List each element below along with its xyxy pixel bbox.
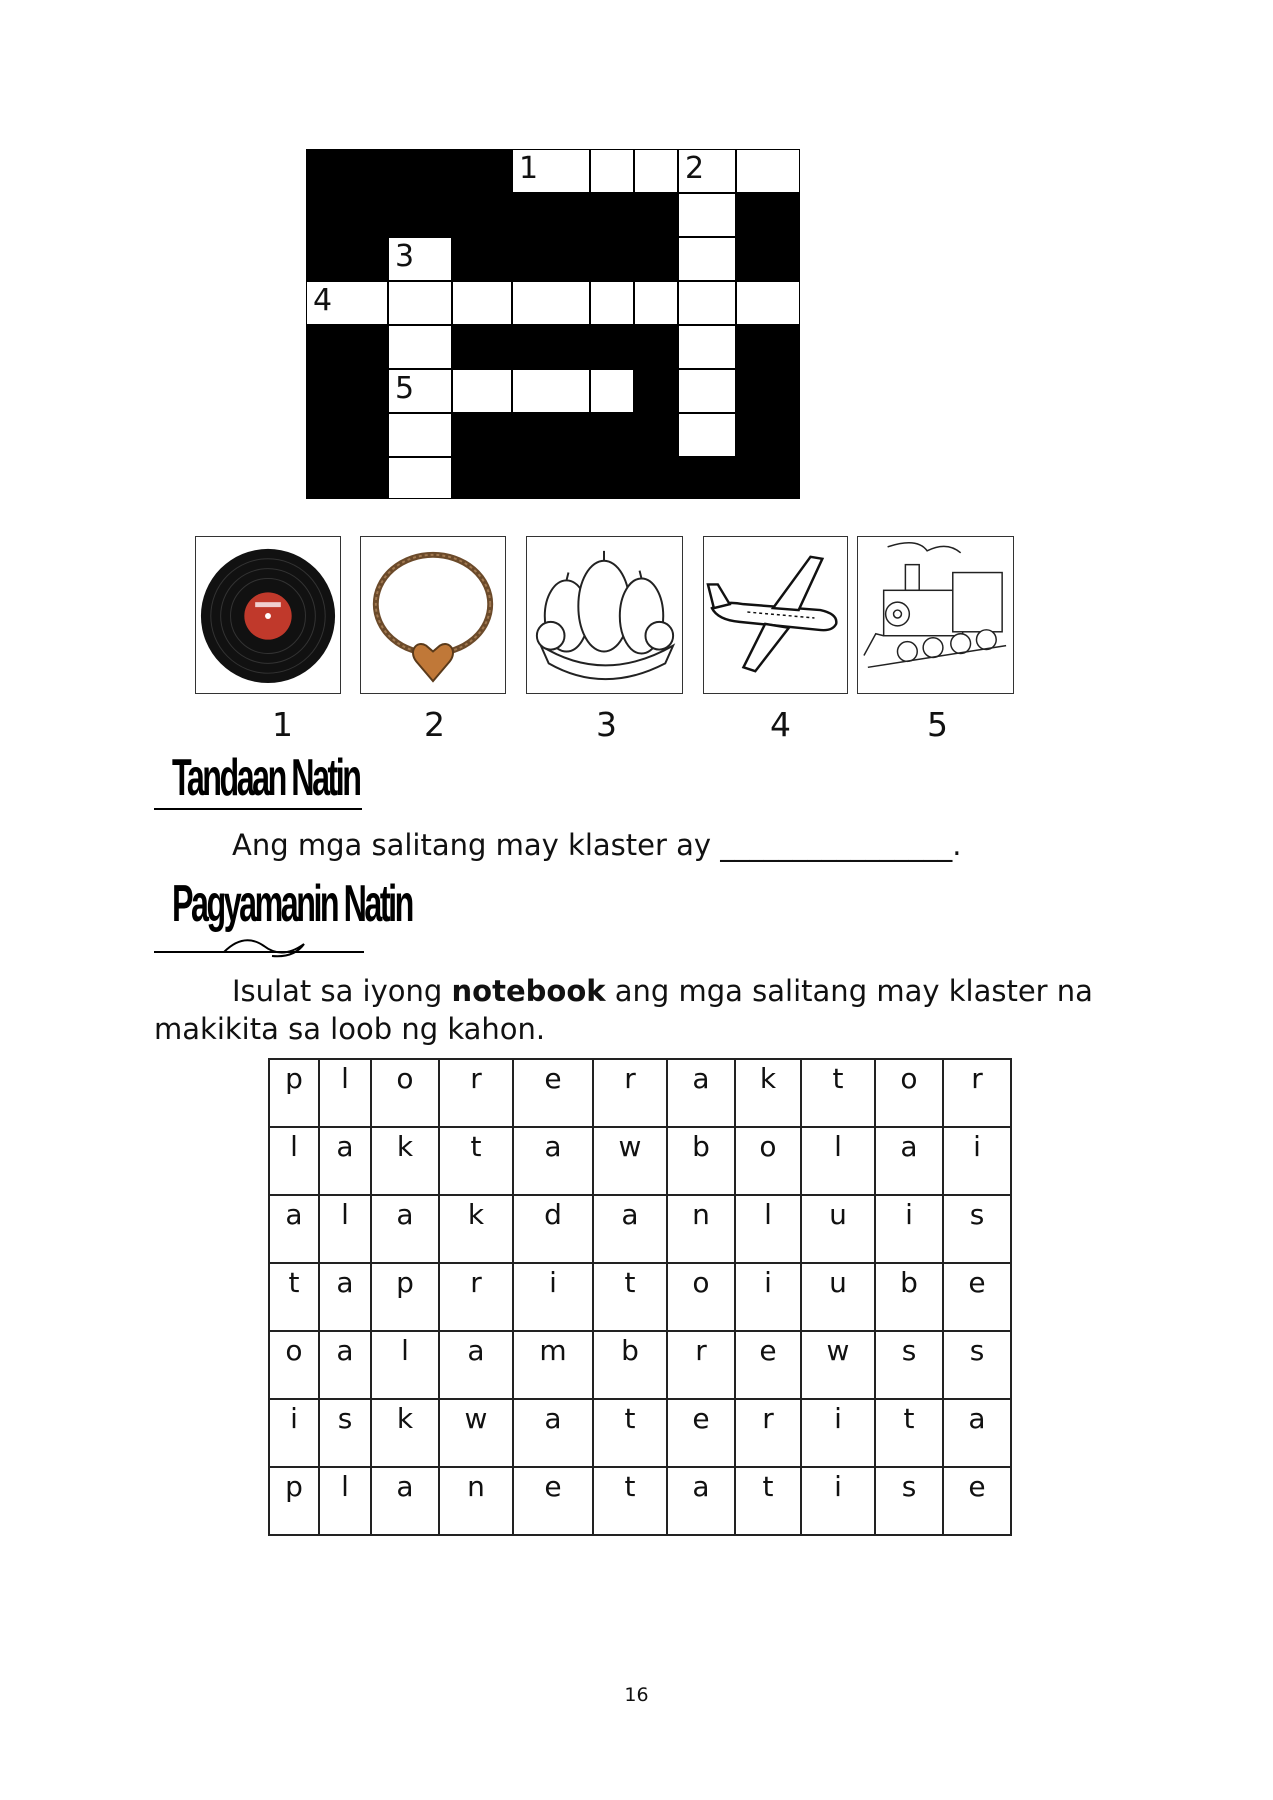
word-search-cell[interactable]: a	[943, 1399, 1011, 1467]
crossword-cell[interactable]	[307, 282, 387, 324]
word-search-cell[interactable]: d	[513, 1195, 593, 1263]
crossword-cell[interactable]	[513, 150, 589, 192]
page-number: 16	[624, 1684, 649, 1706]
instruction-bold: notebook	[451, 974, 606, 1008]
train-icon	[858, 537, 1013, 693]
crossword-cell[interactable]	[389, 238, 451, 280]
word-search-cell[interactable]: l	[319, 1195, 371, 1263]
word-search-cell[interactable]: l	[371, 1331, 439, 1399]
word-search-cell[interactable]: a	[371, 1195, 439, 1263]
word-search-cell[interactable]: p	[269, 1059, 319, 1127]
word-search-cell[interactable]: e	[943, 1263, 1011, 1331]
word-search-cell[interactable]: n	[667, 1195, 735, 1263]
crossword-cell[interactable]	[591, 150, 633, 192]
word-search-cell[interactable]: n	[439, 1467, 513, 1535]
crossword-cell[interactable]	[679, 194, 735, 236]
word-search-cell[interactable]: l	[319, 1467, 371, 1535]
vinyl-record-icon	[196, 537, 340, 693]
word-search-cell[interactable]: p	[269, 1467, 319, 1535]
crossword-cell[interactable]	[513, 370, 589, 412]
word-search-cell[interactable]: l	[269, 1127, 319, 1195]
word-search-row	[269, 1059, 1011, 1127]
word-search-cell[interactable]: i	[801, 1467, 875, 1535]
word-search-cell[interactable]: a	[875, 1127, 943, 1195]
word-search-cell[interactable]: s	[943, 1195, 1011, 1263]
word-search-cell[interactable]: t	[875, 1399, 943, 1467]
word-search-cell[interactable]: i	[269, 1399, 319, 1467]
word-search-cell[interactable]: b	[667, 1127, 735, 1195]
clue-number-3: 3	[596, 705, 617, 744]
word-search-cell[interactable]: k	[735, 1059, 801, 1127]
crossword-clue-number: 5	[395, 371, 415, 406]
word-search-row	[269, 1331, 1011, 1399]
word-search-cell[interactable]: s	[319, 1399, 371, 1467]
word-search-cell[interactable]: a	[319, 1127, 371, 1195]
word-search-cell[interactable]: r	[593, 1059, 667, 1127]
clue-image-record	[195, 536, 341, 694]
crossword-cell[interactable]	[679, 150, 735, 192]
word-search-cell[interactable]: i	[513, 1263, 593, 1331]
crossword-cell[interactable]	[389, 282, 451, 324]
instruction-pre: Isulat sa iyong	[232, 974, 452, 1008]
word-search-cell[interactable]: u	[801, 1195, 875, 1263]
word-search-cell[interactable]: t	[801, 1059, 875, 1127]
word-search-cell[interactable]: r	[439, 1263, 513, 1331]
word-search-cell[interactable]: a	[439, 1331, 513, 1399]
word-search-row	[269, 1467, 1011, 1535]
word-search-cell[interactable]: w	[439, 1399, 513, 1467]
word-search-cell[interactable]: o	[667, 1263, 735, 1331]
word-search-cell[interactable]: b	[875, 1263, 943, 1331]
word-search-cell[interactable]: e	[513, 1059, 593, 1127]
crossword-cell[interactable]	[679, 238, 735, 280]
word-search-cell[interactable]: a	[667, 1059, 735, 1127]
word-search-cell[interactable]: a	[319, 1331, 371, 1399]
word-search-cell[interactable]: o	[875, 1059, 943, 1127]
clue-image-airplane	[703, 536, 848, 694]
heart-necklace-icon	[361, 537, 505, 693]
pagyamanin-swirl	[154, 928, 364, 968]
word-search-cell[interactable]: e	[735, 1331, 801, 1399]
crossword-clue-number: 2	[685, 151, 705, 186]
word-search-cell[interactable]: a	[667, 1467, 735, 1535]
word-search-cell[interactable]: e	[513, 1467, 593, 1535]
word-search-cell[interactable]: r	[943, 1059, 1011, 1127]
crossword-cell[interactable]	[679, 370, 735, 412]
word-search-cell[interactable]: r	[667, 1331, 735, 1399]
word-search-cell[interactable]: t	[735, 1467, 801, 1535]
word-search-cell[interactable]: i	[875, 1195, 943, 1263]
word-search-cell[interactable]: k	[439, 1195, 513, 1263]
word-search-cell[interactable]: t	[269, 1263, 319, 1331]
crossword-grid	[306, 149, 800, 499]
word-search-cell[interactable]: a	[513, 1399, 593, 1467]
tandaan-text: Ang mga salitang may klaster ay	[232, 828, 721, 862]
word-search-cell[interactable]: i	[801, 1399, 875, 1467]
fruit-basket-icon	[527, 537, 682, 693]
word-search-cell[interactable]: w	[593, 1127, 667, 1195]
crossword-cell[interactable]	[453, 282, 511, 324]
pagyamanin-instruction-line1	[232, 974, 1093, 1009]
tandaan-statement	[232, 828, 962, 863]
airplane-icon	[704, 537, 847, 693]
word-search-row	[269, 1399, 1011, 1467]
word-search-cell[interactable]: b	[593, 1331, 667, 1399]
crossword-cell[interactable]	[679, 414, 735, 456]
word-search-cell[interactable]: i	[735, 1263, 801, 1331]
crossword-clue-number: 3	[395, 239, 415, 274]
word-search-cell[interactable]: m	[513, 1331, 593, 1399]
crossword-cell[interactable]	[635, 282, 677, 324]
pagyamanin-natin-title: Pagyamanin Natin	[172, 875, 412, 933]
word-search-cell[interactable]: r	[439, 1059, 513, 1127]
crossword-cell[interactable]	[513, 282, 589, 324]
word-search-cell[interactable]: i	[943, 1127, 1011, 1195]
crossword-cell[interactable]	[389, 458, 451, 498]
word-search-cell[interactable]: l	[801, 1127, 875, 1195]
clue-number-2: 2	[424, 705, 445, 744]
tandaan-natin-title: Tandaan Natin	[172, 749, 360, 807]
word-search-cell[interactable]: a	[593, 1195, 667, 1263]
clue-number-1: 1	[272, 705, 293, 744]
crossword-cell[interactable]	[389, 414, 451, 456]
word-search-row	[269, 1195, 1011, 1263]
crossword-cell[interactable]	[635, 150, 677, 192]
crossword-cell[interactable]	[591, 370, 633, 412]
word-search-cell[interactable]: a	[319, 1263, 371, 1331]
crossword-cell[interactable]	[389, 370, 451, 412]
word-search-row	[269, 1127, 1011, 1195]
crossword-cell[interactable]	[679, 282, 735, 324]
crossword-cell[interactable]	[591, 282, 633, 324]
word-search-cell[interactable]: e	[667, 1399, 735, 1467]
word-search-cell[interactable]: k	[371, 1399, 439, 1467]
crossword-clue-number: 4	[313, 283, 333, 318]
clue-image-necklace	[360, 536, 506, 694]
word-search-cell[interactable]: s	[943, 1331, 1011, 1399]
word-search-cell[interactable]: r	[735, 1399, 801, 1467]
word-search-cell[interactable]: o	[371, 1059, 439, 1127]
word-search-cell[interactable]: a	[371, 1467, 439, 1535]
crossword-cell[interactable]	[389, 326, 451, 368]
crossword-cell[interactable]	[679, 326, 735, 368]
word-search-cell[interactable]: w	[801, 1331, 875, 1399]
clue-image-fruits	[526, 536, 683, 694]
word-search-cell[interactable]: t	[593, 1467, 667, 1535]
crossword-cell[interactable]	[737, 282, 799, 324]
word-search-cell[interactable]: l	[319, 1059, 371, 1127]
word-search-grid	[268, 1058, 1012, 1536]
pagyamanin-instruction-line2: makikita sa loob ng kahon.	[154, 1012, 546, 1046]
word-search-cell[interactable]: t	[439, 1127, 513, 1195]
word-search-cell[interactable]: k	[371, 1127, 439, 1195]
word-search-cell[interactable]: p	[371, 1263, 439, 1331]
word-search-cell[interactable]: t	[593, 1263, 667, 1331]
answer-blank[interactable]: ________________.	[720, 828, 962, 862]
clue-number-4: 4	[770, 705, 791, 744]
word-search-cell[interactable]: a	[513, 1127, 593, 1195]
word-search-cell[interactable]: o	[269, 1331, 319, 1399]
word-search-cell[interactable]: s	[875, 1467, 943, 1535]
word-search-cell[interactable]: u	[801, 1263, 875, 1331]
crossword-clue-number: 1	[519, 151, 539, 186]
word-search-row	[269, 1263, 1011, 1331]
word-search-cell[interactable]: t	[593, 1399, 667, 1467]
clue-number-5: 5	[927, 705, 948, 744]
word-search-cell[interactable]: s	[875, 1331, 943, 1399]
clue-image-train	[857, 536, 1014, 694]
word-search-cell[interactable]: a	[269, 1195, 319, 1263]
word-search-cell[interactable]: o	[735, 1127, 801, 1195]
instruction-post: ang mga salitang may klaster na	[605, 974, 1093, 1008]
word-search-cell[interactable]: l	[735, 1195, 801, 1263]
tandaan-underline	[154, 808, 362, 810]
word-search-cell[interactable]: e	[943, 1467, 1011, 1535]
crossword-cell[interactable]	[453, 370, 511, 412]
crossword-cell[interactable]	[737, 150, 799, 192]
